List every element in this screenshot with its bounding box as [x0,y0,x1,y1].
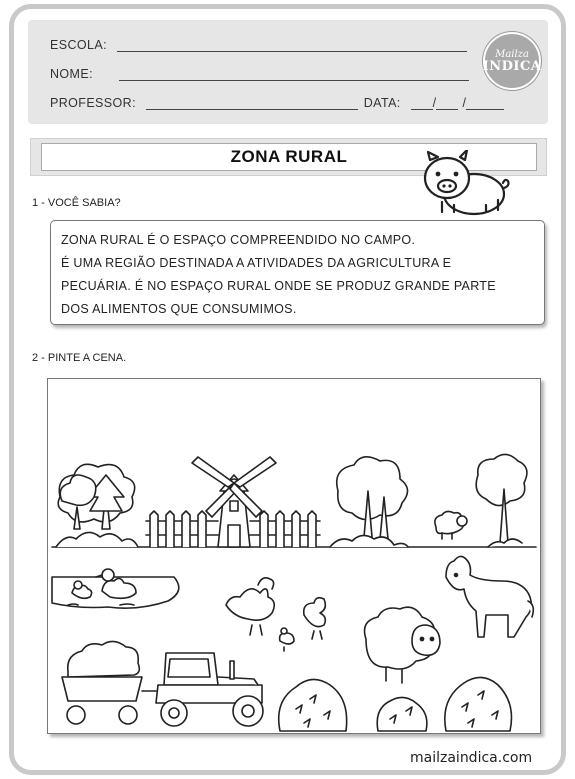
tree-group-left [56,464,138,547]
escola-field[interactable] [117,40,467,52]
horse [446,556,533,637]
date-separator: / [432,96,437,110]
nome-field[interactable] [119,69,469,81]
windmill [146,457,320,547]
info-line: É UMA REGIÃO DESTINADA A ATIVIDADES DA AGRICULTURA E [61,256,452,270]
professor-label: PROFESSOR: [50,96,136,110]
info-line: PECUÁRIA. É NO ESPAÇO RURAL ONDE SE PRODUZ GRANDE PARTE [61,279,496,293]
date-day-field[interactable] [411,98,433,110]
page-title: ZONA RURAL [41,143,537,171]
tree-group-right [330,454,527,547]
professor-field[interactable] [146,98,358,110]
data-label: DATA: [363,96,401,110]
chickens [226,578,325,651]
escola-label: ESCOLA: [50,38,107,52]
info-box [50,220,545,325]
nome-label: NOME: [50,67,93,81]
student-header [28,20,548,124]
date-separator: / [462,96,467,110]
haystacks [279,677,512,731]
coloring-scene[interactable] [47,378,541,734]
nome-row [50,67,469,81]
question-2-label: 2 - PINTE A CENA. [32,352,127,364]
date-month-field[interactable] [436,98,458,110]
duck-pond [52,569,179,608]
small-sheep [435,511,467,539]
escola-row [50,38,467,52]
professor-row [50,96,504,110]
date-year-field[interactable] [466,98,504,110]
pig-illustration [420,150,512,218]
mailza-indica-logo [483,32,541,90]
info-line: DOS ALIMENTOS QUE CONSUMIMOS. [61,302,297,316]
question-1-label: 1 - VOCÊ SABIA? [32,197,121,209]
logo-line1: Mailza [495,48,529,60]
tractor [156,653,263,726]
footer-website: mailzaindica.com [410,750,533,766]
info-line: ZONA RURAL É O ESPAÇO COMPREENDIDO NO CAMPO. [61,233,416,247]
logo-line2: INDICA [482,58,542,74]
hay-cart [62,641,156,724]
sheep [365,607,441,683]
